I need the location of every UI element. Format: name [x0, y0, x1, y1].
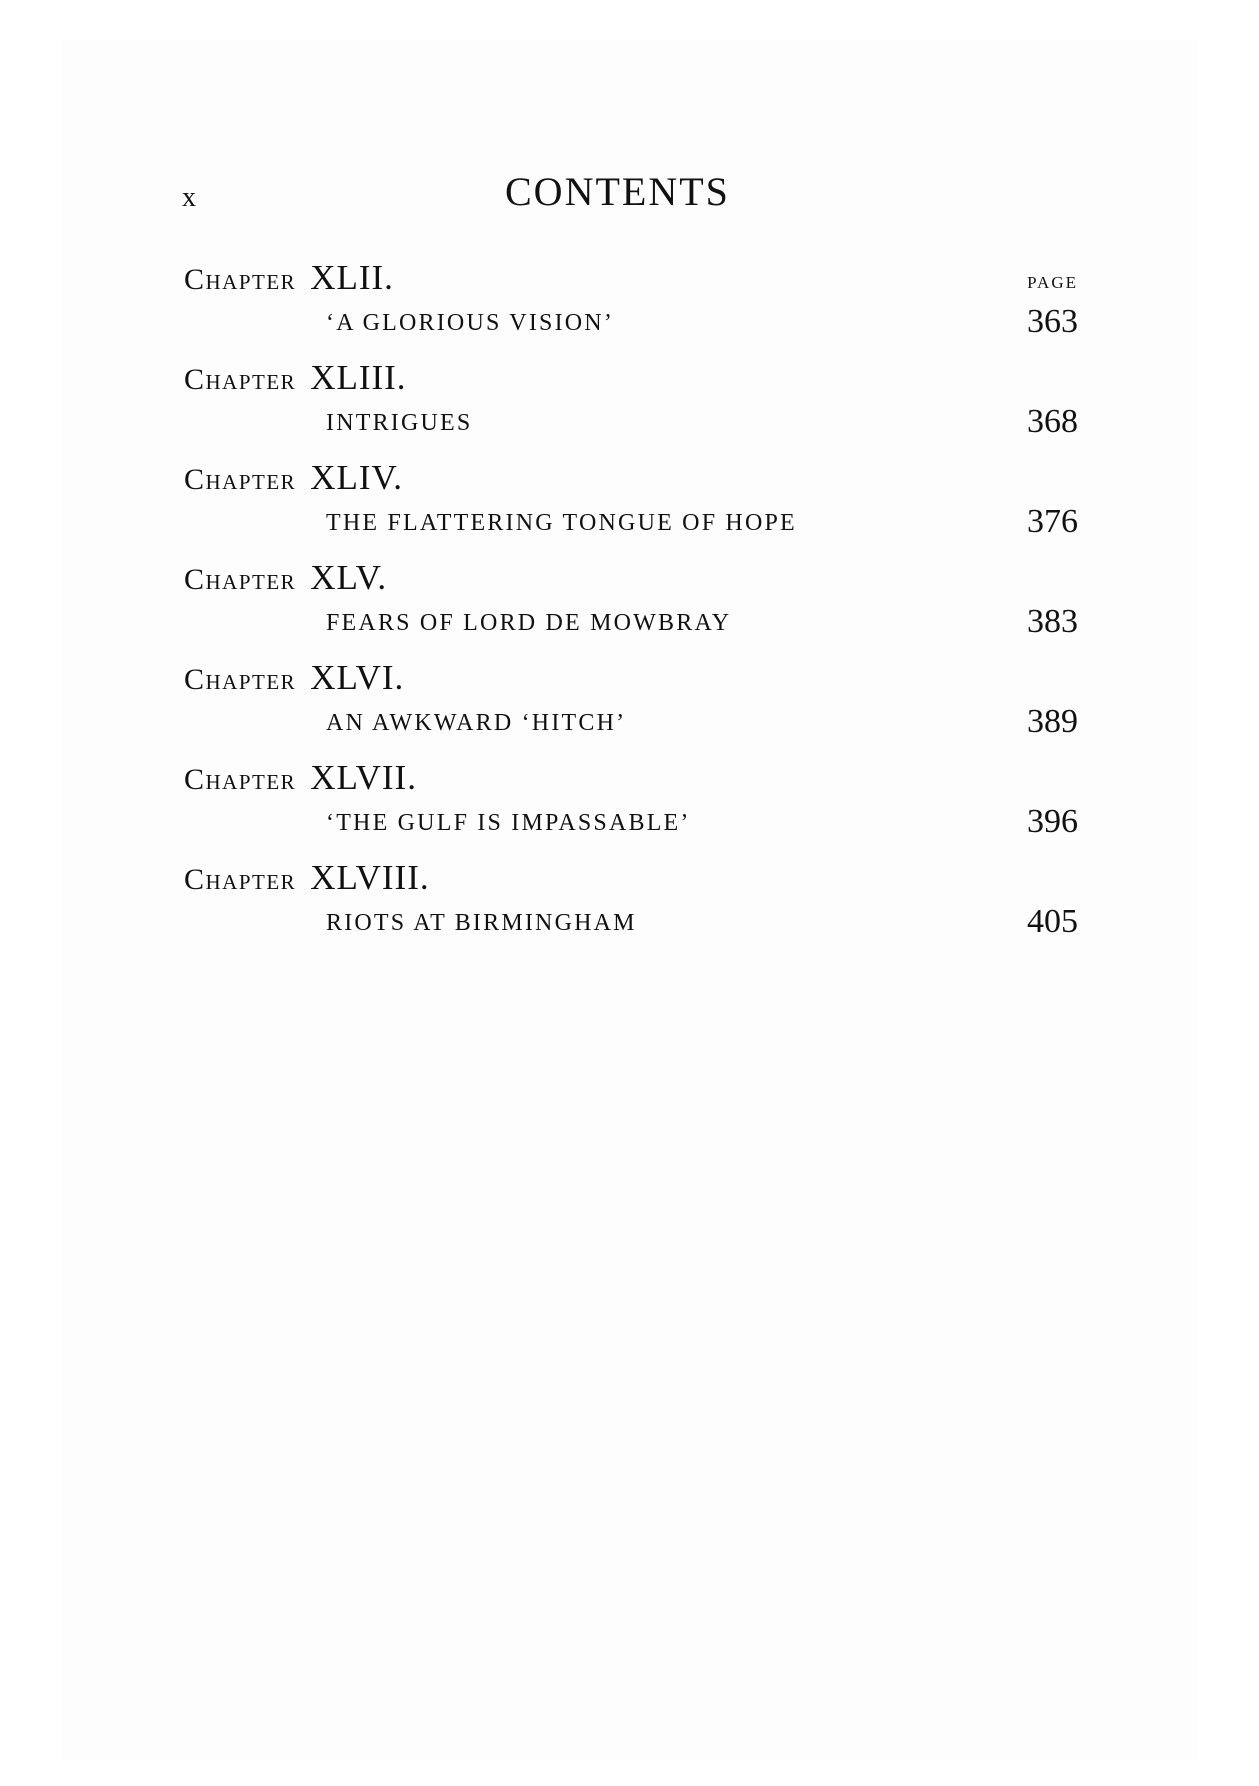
chapter-number: XLV. — [310, 558, 388, 597]
chapter-title: RIOTS AT BIRMINGHAM — [326, 910, 637, 936]
toc-entry — [184, 858, 1084, 958]
page-number: 405 — [1027, 903, 1078, 940]
chapter-title: ‘A GLORIOUS VISION’ — [326, 310, 615, 336]
chapter-title: ‘THE GULF IS IMPASSABLE’ — [326, 810, 691, 836]
toc-entry — [184, 758, 1084, 858]
chapter-word: Chapter — [184, 663, 297, 696]
page-number: 368 — [1027, 403, 1078, 440]
toc-entry — [184, 258, 1084, 358]
table-of-contents — [184, 258, 1084, 958]
chapter-title: THE FLATTERING TONGUE OF HOPE — [326, 510, 797, 536]
toc-entry — [184, 458, 1084, 558]
chapter-heading — [184, 858, 430, 898]
chapter-heading — [184, 758, 417, 798]
toc-entry — [184, 658, 1084, 758]
chapter-number: XLII. — [310, 258, 394, 297]
page-column-label: PAGE — [1027, 273, 1078, 292]
chapter-word: Chapter — [184, 263, 297, 296]
chapter-heading — [184, 258, 394, 298]
chapter-word: Chapter — [184, 863, 297, 896]
page-number: 383 — [1027, 603, 1078, 640]
chapter-title: AN AWKWARD ‘HITCH’ — [326, 710, 627, 736]
chapter-heading — [184, 358, 407, 398]
chapter-heading — [184, 658, 404, 698]
chapter-heading — [184, 558, 387, 598]
toc-entry — [184, 558, 1084, 658]
chapter-number: XLIV. — [310, 458, 404, 497]
chapter-title: INTRIGUES — [326, 410, 473, 436]
page-folio: x — [182, 182, 196, 213]
chapter-number: XLVII. — [310, 758, 417, 797]
chapter-number: XLVIII. — [310, 858, 430, 897]
page-number: 396 — [1027, 803, 1078, 840]
page-number: 376 — [1027, 503, 1078, 540]
toc-entry — [184, 358, 1084, 458]
page-number: 363 — [1027, 303, 1078, 340]
chapter-number: XLVI. — [310, 658, 405, 697]
chapter-word: Chapter — [184, 463, 297, 496]
chapter-word: Chapter — [184, 563, 297, 596]
chapter-word: Chapter — [184, 363, 297, 396]
running-title: CONTENTS — [505, 169, 730, 214]
chapter-number: XLIII. — [310, 358, 407, 397]
chapter-title: FEARS OF LORD DE MOWBRAY — [326, 610, 732, 636]
page-number: 389 — [1027, 703, 1078, 740]
chapter-heading — [184, 458, 403, 498]
chapter-word: Chapter — [184, 763, 297, 796]
